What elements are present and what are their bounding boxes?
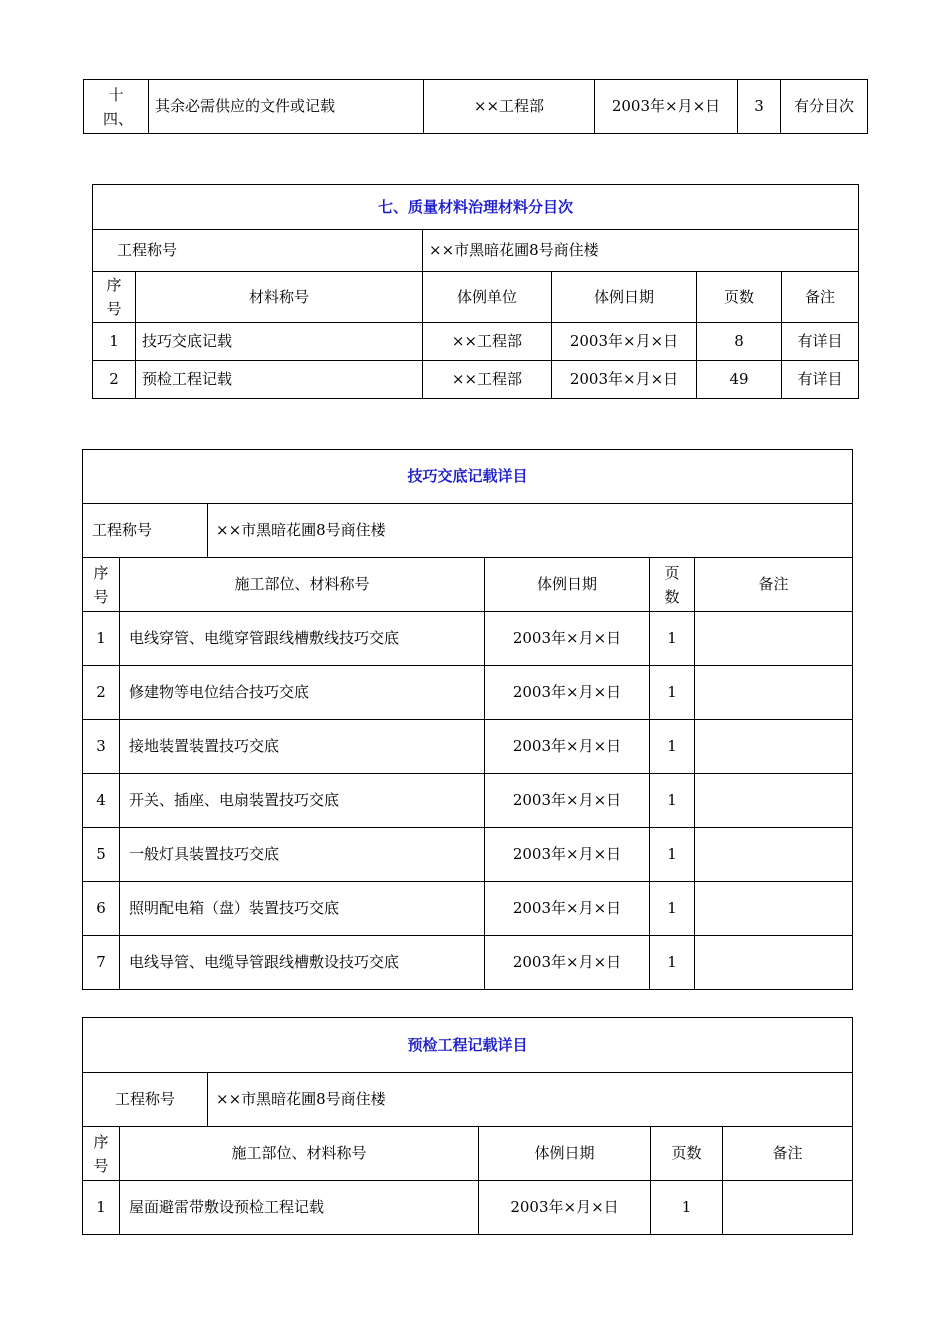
note-cell: 有详目	[782, 323, 859, 361]
pages-header: 页数	[697, 272, 782, 323]
row-number: 5	[83, 828, 120, 882]
date-cell: 2003年×月×日	[485, 882, 650, 936]
date-cell: 2003年×月×日	[485, 666, 650, 720]
row-number: 1	[93, 323, 136, 361]
table-row	[83, 720, 853, 774]
unit-header: 体例单位	[423, 272, 552, 323]
date-cell: 2003年×月×日	[552, 323, 697, 361]
row-number: 2	[83, 666, 120, 720]
pages-cell: 1	[650, 720, 695, 774]
unit-cell: ××工程部	[424, 80, 595, 134]
name-header: 材料称号	[136, 272, 423, 323]
date-cell: 2003年×月×日	[485, 828, 650, 882]
section-title: 技巧交底记载详目	[83, 450, 853, 504]
header-row	[93, 272, 859, 323]
row-number: 1	[83, 612, 120, 666]
pages-cell: 1	[651, 1181, 723, 1235]
material-name: 开关、插座、电扇装置技巧交底	[120, 774, 485, 828]
name-header: 施工部位、材料称号	[120, 1127, 479, 1181]
note-cell	[723, 1181, 853, 1235]
section-title: 预检工程记载详目	[83, 1018, 853, 1073]
header-row	[83, 1127, 853, 1181]
row-number: 3	[83, 720, 120, 774]
row-number: 6	[83, 882, 120, 936]
table-row	[83, 828, 853, 882]
tech-detail-table	[82, 449, 853, 990]
pages-cell: 1	[650, 666, 695, 720]
note-header: 备注	[695, 558, 853, 612]
table-row	[93, 323, 859, 361]
table-row	[84, 80, 868, 134]
section-title: 七、质量材料治理材料分目次	[93, 185, 859, 230]
date-cell: 2003年×月×日	[595, 80, 738, 134]
table-row	[83, 882, 853, 936]
date-cell: 2003年×月×日	[552, 361, 697, 399]
pages-cell: 1	[650, 936, 695, 990]
num-header: 序号	[83, 558, 120, 612]
material-name: 电线穿管、电缆穿管跟线槽敷线技巧交底	[120, 612, 485, 666]
date-cell: 2003年×月×日	[479, 1181, 651, 1235]
material-name: 预检工程记载	[136, 361, 423, 399]
date-cell: 2003年×月×日	[485, 774, 650, 828]
row-number: 1	[83, 1181, 120, 1235]
date-header: 体例日期	[552, 272, 697, 323]
date-header: 体例日期	[485, 558, 650, 612]
table-row	[83, 1181, 853, 1235]
precheck-detail-table	[82, 1017, 853, 1235]
project-label: 工程称号	[83, 1073, 208, 1127]
name-header: 施工部位、材料称号	[120, 558, 485, 612]
project-label: 工程称号	[93, 230, 423, 272]
date-cell: 2003年×月×日	[485, 720, 650, 774]
row-number: 4	[83, 774, 120, 828]
unit-cell: ××工程部	[423, 323, 552, 361]
note-cell	[695, 936, 853, 990]
row-number: 2	[93, 361, 136, 399]
pages-cell: 3	[738, 80, 781, 134]
date-header: 体例日期	[479, 1127, 651, 1181]
material-name: 修建物等电位结合技巧交底	[120, 666, 485, 720]
pages-cell: 1	[650, 774, 695, 828]
note-header: 备注	[782, 272, 859, 323]
material-name: 技巧交底记载	[136, 323, 423, 361]
note-cell: 有分目次	[781, 80, 868, 134]
note-cell	[695, 774, 853, 828]
table-row	[83, 612, 853, 666]
row-number: 十四、	[84, 80, 149, 134]
note-cell	[695, 666, 853, 720]
project-value: ××市黑暗花圃8号商住楼	[208, 1073, 853, 1127]
num-header: 序号	[93, 272, 136, 323]
note-cell	[695, 612, 853, 666]
table-row	[83, 666, 853, 720]
material-name: 其余必需供应的文件或记载	[149, 80, 424, 134]
material-name: 接地装置装置技巧交底	[120, 720, 485, 774]
pages-cell: 8	[697, 323, 782, 361]
note-cell	[695, 882, 853, 936]
unit-cell: ××工程部	[423, 361, 552, 399]
material-name: 电线导管、电缆导管跟线槽敷设技巧交底	[120, 936, 485, 990]
table-row	[83, 936, 853, 990]
pages-header: 页数	[651, 1127, 723, 1181]
project-value: ××市黑暗花圃8号商住楼	[423, 230, 859, 272]
date-cell: 2003年×月×日	[485, 612, 650, 666]
material-name: 一般灯具装置技巧交底	[120, 828, 485, 882]
row-number: 7	[83, 936, 120, 990]
pages-cell: 1	[650, 882, 695, 936]
continuation-table	[83, 79, 868, 134]
note-cell	[695, 828, 853, 882]
note-cell	[695, 720, 853, 774]
section7-table	[92, 184, 859, 399]
note-cell: 有详目	[782, 361, 859, 399]
note-header: 备注	[723, 1127, 853, 1181]
pages-cell: 49	[697, 361, 782, 399]
project-value: ××市黑暗花圃8号商住楼	[208, 504, 853, 558]
header-row	[83, 558, 853, 612]
pages-header: 页数	[650, 558, 695, 612]
num-header: 序号	[83, 1127, 120, 1181]
pages-cell: 1	[650, 612, 695, 666]
material-name: 照明配电箱（盘）装置技巧交底	[120, 882, 485, 936]
table-row	[93, 361, 859, 399]
project-label: 工程称号	[83, 504, 208, 558]
pages-cell: 1	[650, 828, 695, 882]
table-row	[83, 774, 853, 828]
date-cell: 2003年×月×日	[485, 936, 650, 990]
material-name: 屋面避雷带敷设预检工程记载	[120, 1181, 479, 1235]
